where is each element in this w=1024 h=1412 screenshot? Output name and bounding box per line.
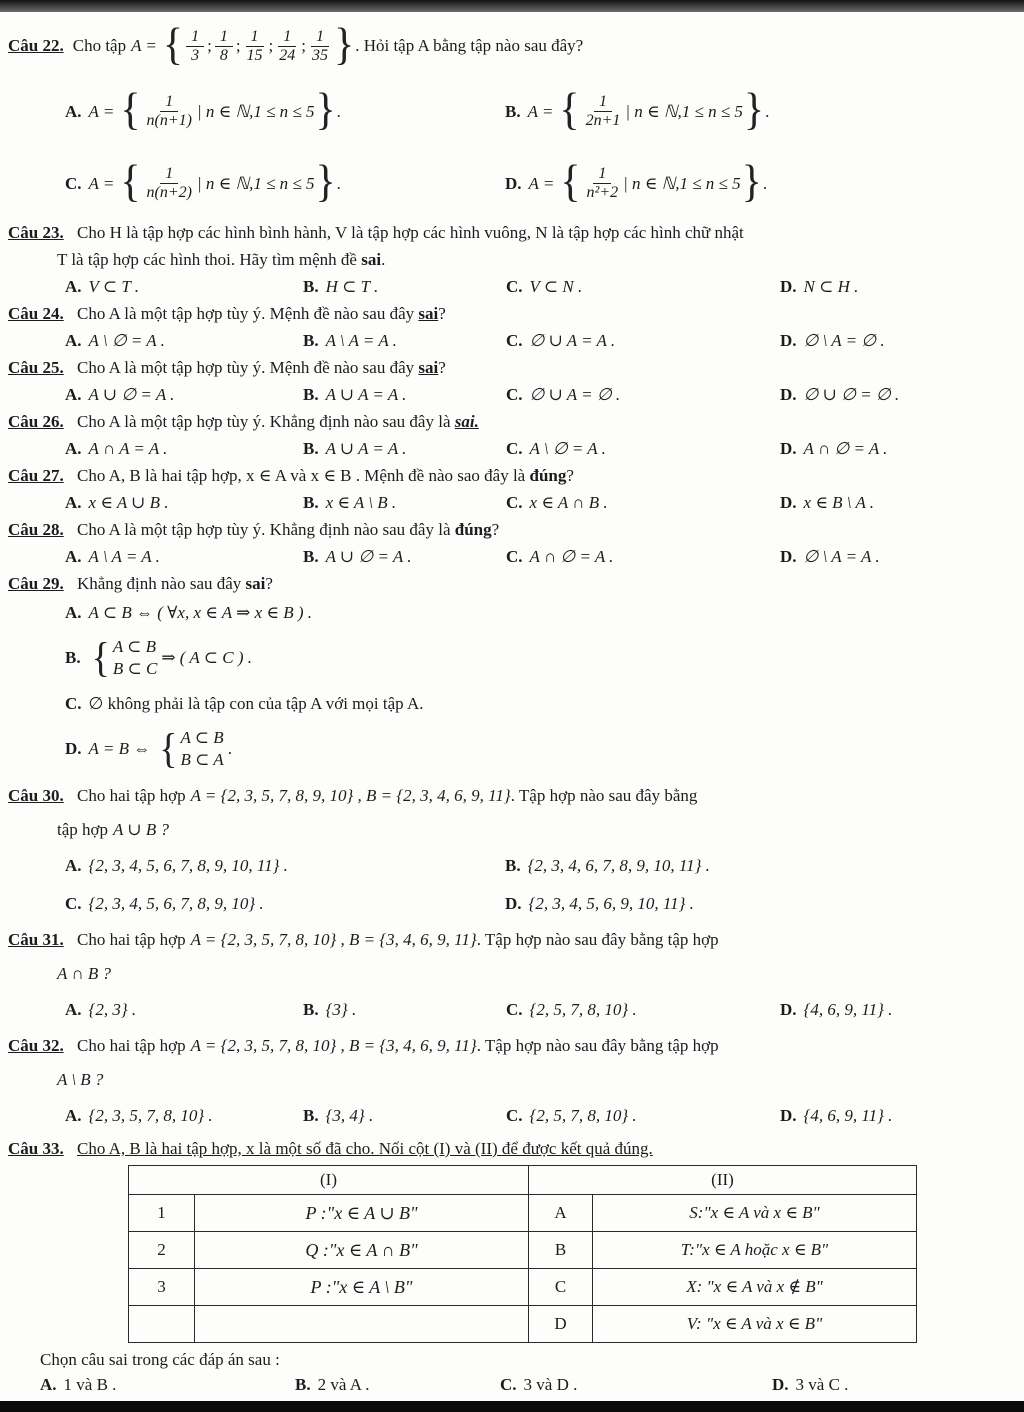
option-a: A. A ∪ ∅ = A . [65,385,175,404]
option-d: D. {4, 6, 9, 11} . [780,1000,893,1019]
question-label: Câu 29. [8,574,64,593]
option-d: D. x ∈ B \ A . [780,493,875,512]
option-c: C. {2, 3, 4, 5, 6, 7, 8, 9, 10} . [65,894,264,913]
question-25-heading: Câu 25. Cho A là một tập hợp tùy ý. Mệnh đề nào sau đây sai? [8,358,446,377]
close-brace: } [741,157,762,207]
question-27-heading: Câu 27. Cho A, B là hai tập hợp, x ∈ A và x ∈ B . Mệnh đề nào sao đây là đúng? [8,466,574,485]
option-b: B. H ⊂ T . [303,277,379,296]
option-a: A. A = { $\frac{1}{n(n+1)}$ | n ∈ ℕ,1 ≤ n ≤ 5 } . [65,85,341,135]
option-a: A. {2, 3, 5, 7, 8, 10} . [65,1106,213,1125]
question-24-heading: Câu 24. Cho A là một tập hợp tùy ý. Mệnh đề nào sau đây sai? [8,304,446,323]
question-30-options-row-1 [8,847,1016,885]
question-label: Câu 26. [8,412,64,431]
fraction: $\frac{1}{24}$ [279,27,296,64]
question-23-heading-line2: T là tập hợp các hình thoi. Hãy tìm mệnh đề sai. [57,250,386,269]
question-33-options [8,1372,1016,1397]
option-b: B. {3, 4} . [303,1106,374,1125]
fraction: $\frac{1}{15}$ [246,27,263,64]
option-a: A. {2, 3} . [65,1000,137,1019]
question-22-options-row-1 [8,75,1016,147]
option-c: C. ∅ ∪ A = ∅ . [506,385,621,404]
fraction: $\frac{1}{2n+1}$ [585,92,621,129]
option-c: C. ∅ ∪ A = A . [506,331,616,350]
cases-system: { A ⊂ B B ⊂ A [159,725,224,773]
option-c: C. {2, 5, 7, 8, 10} . [506,1106,637,1125]
question-label: Câu 22. [8,36,64,55]
option-a: A. {2, 3, 4, 5, 6, 7, 8, 9, 10, 11} . [65,856,288,875]
option-a: A. 1 và B . [40,1375,117,1394]
question-28-options [8,543,1016,570]
fraction: $\frac{1}{\text{n²+2}}$ [586,164,619,201]
question-30-heading-line2: tập hợp A ∪ B ? [57,820,169,839]
option-d: D. ∅ \ A = ∅ . [780,331,885,350]
close-brace: } [315,85,336,135]
option-c: C. A = { $\frac{1}{n(n+2)}$ | n ∈ ℕ,1 ≤ n ≤ 5 } . [65,157,341,207]
question-30-heading: Câu 30. Cho hai tập hợp A = {2, 3, 5, 7, 8, 9, 10} , B = {2, 3, 4, 6, 9, 11}. Tập hợp nào sau đây bằng [8,786,698,805]
close-brace: } [315,157,336,207]
option-a: A. x ∈ A ∪ B . [65,493,169,512]
option-b: B. A \ A = A . [303,331,397,350]
question-29-heading: Câu 29. Khẳng định nào sau đây sai? [8,574,273,593]
option-b: B. 2 và A . [295,1375,370,1394]
fraction: $\frac{1}{n(n+1)}$ [146,92,192,129]
scan-top-edge [0,0,1024,12]
question-label: Câu 25. [8,358,64,377]
question-32-options [8,1097,1016,1135]
fraction: $\frac{1}{n(n+2)}$ [146,164,192,201]
cases-system: { A ⊂ B B ⊂ C [91,634,158,682]
question-33-heading: Câu 33. Cho A, B là hai tập hợp, x là một số đã cho. Nối cột (I) và (II) để được kết quả đúng. [8,1139,653,1158]
option-c: C. A \ ∅ = A . [506,439,606,458]
question-30-options-row-2 [8,885,1016,923]
question-26-heading: Câu 26. Cho A là một tập hợp tùy ý. Khẳng định nào sau đây là sai. [8,412,479,431]
table-header-row [129,1166,917,1195]
question-label: Câu 27. [8,466,64,485]
fraction: $\frac{1}{3}$ [186,28,204,65]
open-brace: { [560,157,581,207]
option-d: D. {4, 6, 9, 11} . [780,1106,893,1125]
question-label: Câu 24. [8,304,64,323]
question-33-final-prompt: Chọn câu sai trong các đáp án sau : [40,1350,280,1369]
option-b: B. A ∪ ∅ = A . [303,547,412,566]
question-label: Câu 28. [8,520,64,539]
option-b: B. {2, 3, 4, 6, 7, 8, 9, 10, 11} . [505,856,710,875]
open-brace: { [120,85,141,135]
close-brace: } [743,85,765,135]
open-brace: { [120,157,141,207]
option-c: C. A ∩ ∅ = A . [506,547,614,566]
open-brace: { [91,634,110,682]
option-a: A. A \ A = A . [65,547,160,566]
open-brace: { [162,20,184,70]
column-II-header: (II) [529,1166,917,1195]
question-29-option-c: C. ∅ không phải là tập con của tập A với mọi tập A. [65,693,424,713]
question-label: Câu 23. [8,223,64,242]
question-29-option-d: D. A = B ⇔ { A ⊂ B B ⊂ A . [65,725,232,773]
option-a: A. A \ ∅ = A . [65,331,165,350]
question-25-options [8,381,1016,408]
question-32-heading: Câu 32. Cho hai tập hợp A = {2, 3, 5, 7, 8, 10} , B = {3, 4, 6, 9, 11}. Tập hợp nào sau đây bằng tập hợp [8,1036,719,1055]
option-d: D. N ⊂ H . [780,277,859,296]
question-label: Câu 33. [8,1139,64,1158]
option-d: D. ∅ ∪ ∅ = ∅ . [780,385,900,404]
question-31-options [8,991,1016,1029]
option-a: A. V ⊂ T . [65,277,139,296]
table-row: 3 P :"x ∈ A \ B" C X: "x ∈ A và x ∉ B" [129,1269,917,1306]
question-27-options [8,489,1016,516]
table-row: 1 P :"x ∈ A ∪ B" A S:"x ∈ A và x ∈ B" [129,1195,917,1232]
option-d: D. A ∩ ∅ = A . [780,439,888,458]
question-31-heading: Câu 31. Cho hai tập hợp A = {2, 3, 5, 7, 8, 10} , B = {3, 4, 6, 9, 11}. Tập hợp nào sau đây bằng tập hợp [8,930,719,949]
question-29-option-a: A. A ⊂ B ⇔ ( ∀x, x ∈ A ⇒ x ∈ B ) . [65,602,313,622]
question-23-options [8,273,1016,300]
question-32-heading-line2: A \ B ? [57,1070,104,1089]
option-c: C. {2, 5, 7, 8, 10} . [506,1000,637,1019]
option-c: C. x ∈ A ∩ B . [506,493,608,512]
match-columns-table [128,1165,917,1343]
question-31-heading-line2: A ∩ B ? [57,964,111,983]
question-29-option-b: B. { A ⊂ B B ⊂ C ⇒ ( A ⊂ C ) . [65,634,252,682]
open-brace: { [159,725,178,773]
question-label: Câu 31. [8,930,64,949]
option-b: B. A = { $\frac{1}{2n+1}$ | n ∈ ℕ,1 ≤ n ≤ 5 } . [505,85,770,135]
question-label: Câu 30. [8,786,64,805]
close-brace: } [334,20,355,70]
option-c: C. V ⊂ N . [506,277,583,296]
fraction: $\frac{1}{8}$ [215,28,233,65]
option-a: A. A ∩ A = A . [65,439,168,458]
option-d: D. {2, 3, 4, 5, 6, 9, 10, 11} . [505,894,694,913]
option-d: D. A = { $\frac{1}{\text{n²+2}}$ | n ∈ ℕ,1 ≤ n ≤ 5 } . [505,157,768,207]
option-d: D. 3 và C . [772,1375,849,1394]
table-row: D V: "x ∈ A và x ∈ B" [129,1306,917,1343]
question-23-heading: Câu 23. Cho H là tập hợp các hình bình hành, V là tập hợp các hình vuông, N là tập hợp các hình chữ nhật [8,223,744,242]
question-22-heading: Câu 22. Cho tập A = { $\frac{1}{3}$ ; $\frac{1}{8}$ ; $\frac{1}{15}$ ; $\frac{1}{24}$ ; $\frac{1}{35}$ } . Hỏi tập A bằng tập nào sau đây? [8,20,584,70]
option-c: C. 3 và D . [500,1375,578,1394]
column-I-header: (I) [129,1166,529,1195]
fraction: $\frac{1}{35}$ [312,27,329,64]
option-b: B. {3} . [303,1000,357,1019]
option-b: B. x ∈ A \ B . [303,493,397,512]
exam-page [0,12,1024,1401]
question-22-options-row-2 [8,147,1016,219]
option-d: D. ∅ \ A = A . [780,547,880,566]
question-28-heading: Câu 28. Cho A là một tập hợp tùy ý. Khẳng định nào sau đây là đúng? [8,520,500,539]
open-brace: { [559,85,580,135]
table-row: 2 Q :"x ∈ A ∩ B" B T:"x ∈ A hoặc x ∈ B" [129,1232,917,1269]
question-24-options [8,327,1016,354]
question-26-options [8,435,1016,462]
scan-bottom-edge [0,1401,1024,1412]
option-b: B. A ∪ A = A . [303,385,407,404]
option-b: B. A ∪ A = A . [303,439,407,458]
question-label: Câu 32. [8,1036,64,1055]
